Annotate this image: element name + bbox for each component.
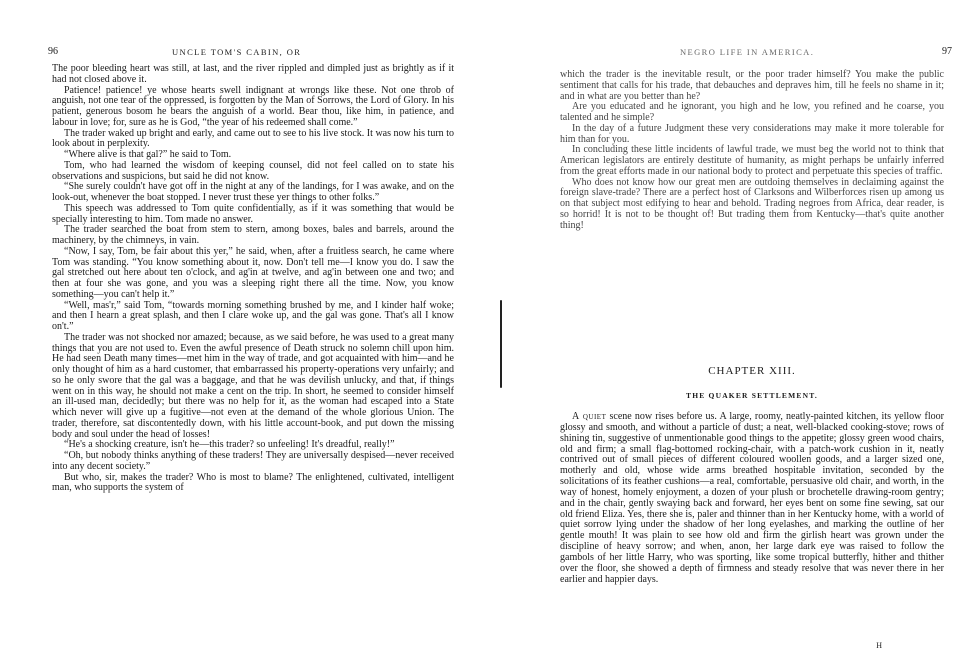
paragraph: which the trader is the inevitable result, or the poor trader himself? You make the public sentiment that calls for his trade, that debauches and depraves him, till he feels no shame in it; and in what are you better than he?	[560, 69, 944, 102]
paragraph: Who does not know how our great men are outdoing themselves in declaiming against the foreign slave-trade? There are a perfect host of Clarksons and Wilberforces risen up among us on that subject most edifying to hear and behold. Trading negroes from Africa, dear reader, is so horrid! It is not to be thought of! But trading them from Kentucky—that's quite another thing!	[560, 176, 944, 231]
chapter-subtitle: THE QUAKER SETTLEMENT.	[686, 391, 818, 400]
paragraph: “She surely couldn't have got off in the night at any of the landings, for I was awake, and on the look-out, whenever the boat stopped. I never trust these yer things to other folks.”	[52, 181, 454, 203]
paragraph: “Where alive is that gal?” he said to Tom.	[64, 149, 232, 160]
paragraph: The poor bleeding heart was still, at last, and the river rippled and dimpled just as brightly as if it had not closed above it.	[52, 63, 454, 85]
chapter-opening-words: A quiet	[572, 411, 607, 422]
left-running-head: UNCLE TOM'S CABIN, OR	[172, 47, 302, 57]
right-running-head: NEGRO LIFE IN AMERICA.	[680, 47, 815, 57]
signature-mark: H	[876, 641, 882, 650]
chapter-paragraph-text: scene now rises before us. A large, roomy, neatly-painted kitchen, its yellow floor glossy and smooth, and without a particle of dust; a neat, well-blacked cooking-stove; rows of shining tin, suggestive of unmentionable good things to the appetite; glossy green wood chairs, old and firm; a small flag-bottomed rocking-chair, with a patch-work cushion in it, neatly contrived out of small pieces of different coloured woollen goods, and a larger sized one, motherly and old, whose wide arms breathed hospitable invitation, seconded by the solicitations of its feather cushions—a real, comfortable, persuasive old chair, and worth, in the way of honest, homely enjoyment, a dozen of your plush or brochetelle drawing-room gentry; and in the chair, gently swaying back and forward, her eyes bent on some fine sewing, sat our old friend Eliza. Yes, there she is, paler and thinner than in her Kentucky home, with a world of quiet sorrow lying under the shadow of her long eyelashes, and marking the outline of her gentle mouth! It was plain to see how old and firm the girlish heart was grown under the discipline of heavy sorrow; and when, anon, her large dark eye was raised to follow the gambols of her little Harry, who was sporting, like some tropical butterfly, hither and thither over the floor, she showed a depth of firmness and steady resolve that was never there in her earlier and happier days.	[560, 411, 944, 585]
chapter-title: CHAPTER XIII.	[708, 365, 796, 377]
right-page-text	[560, 70, 944, 231]
paragraph: Are you educated and he ignorant, you high and he low, you refined and he coarse, you talented and he simple?	[560, 101, 944, 123]
paragraph: The trader searched the boat from stem to stern, among boxes, bales and barrels, around the machinery, by the chimneys, in vain.	[52, 224, 454, 246]
paragraph: The trader waked up bright and early, and came out to see to his live stock. It was now his turn to look about in perplexity.	[52, 127, 454, 150]
paragraph: Patience! patience! ye whose hearts swell indignant at wrongs like these. Not one throb of anguish, not one tear of the oppressed, is forgotten by the Man of Sorrows, the Lord of Glory. In his patient, generous bosom he bears the anguish of a world. Bear thou, like him, in patience, and labour in love; for, sure as he is God, “the year of his redeemed shall come.”	[52, 84, 454, 128]
paragraph: The trader was not shocked nor amazed; because, as we said before, he was used to a great many things that you are not used to. Even the awful presence of Death struck no solemn chill upon him. He had seen Death many times—met him in the way of trade, and got acquainted with him—and he only thought of him as a hard customer, that embarrassed his property-operations very unfairly; and so he only swore that the gal was a baggage, and that he was devilish unlucky, and that, if things went on in this way, he should not make a cent on the trip. In short, he seemed to consider himself an ill-used man, decidedly; but there was no help for it, as the woman had escaped into a State which never will give up a fugitive—not even at the demand of the whole glorious Union. The trader, therefore, sat discontentedly down, with his little account-book, and put down the missing body and soul under the head of losses!	[52, 331, 454, 440]
paragraph: “Oh, but nobody thinks anything of these traders! They are universally despised—never received into any decent society.”	[52, 450, 454, 472]
paragraph	[560, 412, 944, 586]
paragraph: Tom, who had learned the wisdom of keeping counsel, did not feel called on to state his observations and suspicions, but said he did not know.	[52, 159, 454, 182]
left-page-header	[48, 46, 454, 60]
left-page-text	[52, 64, 454, 494]
gutter-binding-mark	[500, 300, 502, 388]
chapter-text	[560, 412, 944, 586]
paragraph: In concluding these little incidents of lawful trade, we must beg the world not to think that American legislators are entirely destitute of humanity, as might perhaps be unfairly inferred from the great efforts made in our national body to protect and perpetuate this species of traffic.	[560, 144, 944, 177]
paragraph: “He's a shocking creature, isn't he—this trader? so unfeeling! It's dreadful, really!”	[64, 439, 395, 451]
right-page-number: 97	[942, 46, 952, 57]
paragraph: “Now, I say, Tom, be fair about this yer,” he said, when, after a fruitless search, he came where Tom was standing. “You know something about it, now. Don't tell me—I know you do. I saw the gal stretched out here about ten o'clock, and ag'in at twelve, and ag'in between one and two; and then at four she was gone, and you was a sleeping right there all the time. Now, you know something—you can't help it.”	[52, 245, 454, 300]
paragraph: This speech was addressed to Tom quite confidentially, as if it was something that would be specially interesting to him. Tom made no answer.	[52, 202, 454, 225]
paragraph: In the day of a future Judgment these very considerations may make it more tolerable for him than for you.	[560, 122, 944, 145]
left-page-number: 96	[48, 46, 58, 57]
paragraph: “Well, mas'r,” said Tom, “towards morning something brushed by me, and I kinder half woke; and then I hearn a great splash, and then I clare woke up, and the gal was gone. That's all I know on't.”	[52, 299, 454, 332]
right-page-header	[560, 46, 952, 60]
paragraph: But who, sir, makes the trader? Who is most to blame? The enlightened, cultivated, intelligent man, who supports the system of	[52, 471, 454, 494]
